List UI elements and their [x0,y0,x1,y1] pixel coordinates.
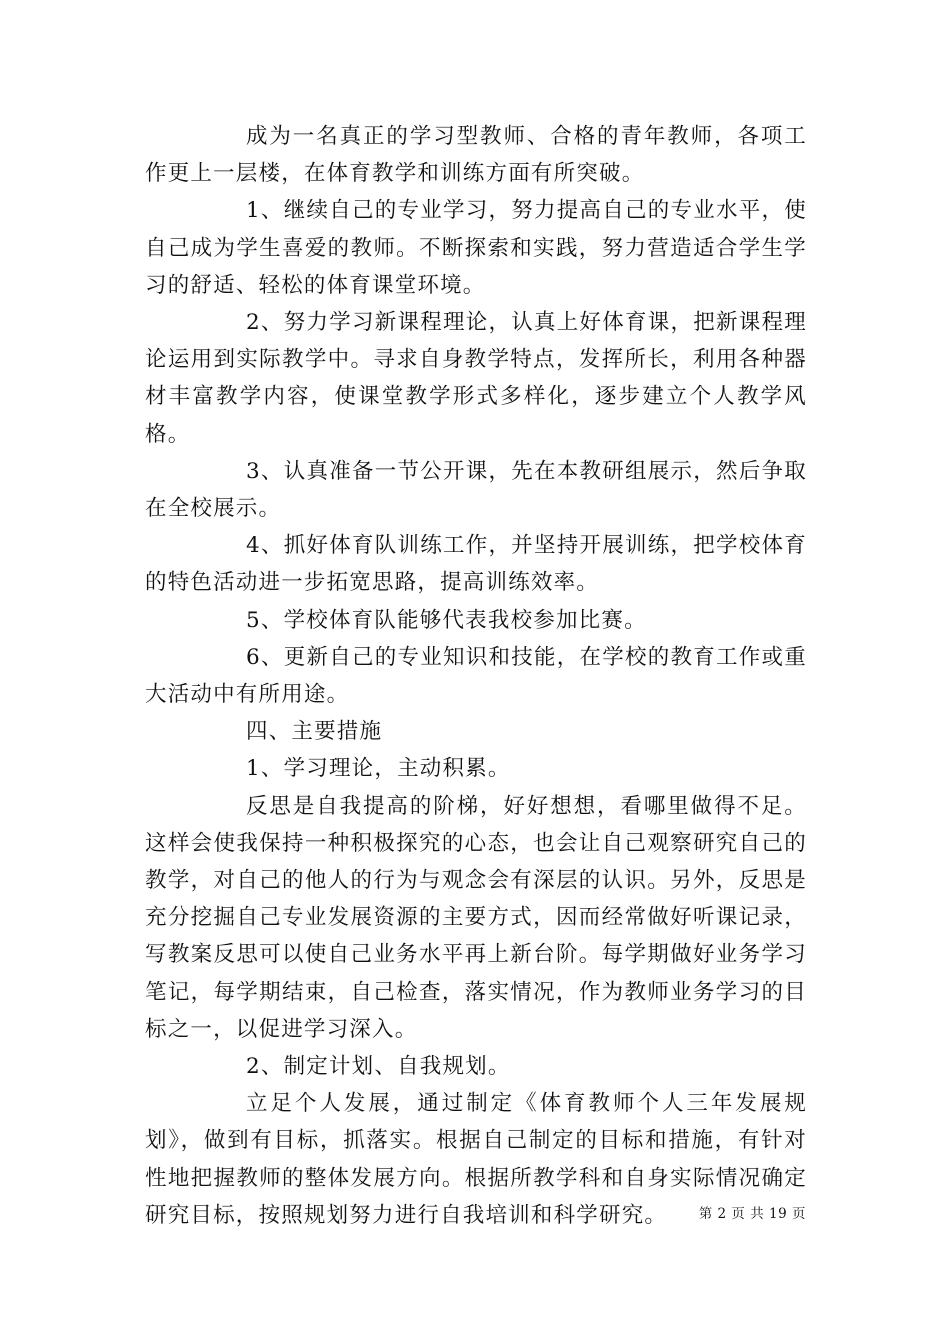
paragraph: 反思是自我提高的阶梯，好好想想，看哪里做得不足。这样会使我保持一种积极探究的心态，也会让自己观察研究自己的教学，对自己的他人的行为与观念会有深层的认识。另外，反思是充分挖掘自己专业发展资源的主要方式，因而经常做好听课记录，写教案反思可以使自己业务水平再上新台阶。每学期做好业务学习笔记，每学期结束，自己检查，落实情况，作为教师业务学习的目标之一，以促进学习深入。 [145,793,807,1042]
document-body [145,118,807,1234]
paragraph: 1、学习理论，主动积累。 [246,756,511,782]
paragraph: 2、努力学习新课程理论，认真上好体育课，把新课程理论运用到实际教学中。寻求自身教学特点，发挥所长，利用各种器材丰富教学内容，使课堂教学形式多样化，逐步建立个人教学风格。 [145,310,807,447]
paragraph: 5、学校体育队能够代表我校参加比赛。 [246,607,647,633]
paragraph: 4、抓好体育队训练工作，并坚持开展训练，把学校体育的特色活动进一步拓宽思路，提高训练效率。 [145,533,807,596]
paragraph: 成为一名真正的学习型教师、合格的青年教师，各项工作更上一层楼，在体育教学和训练方面有所突破。 [145,124,807,187]
paragraph: 2、制定计划、自我规划。 [246,1054,511,1080]
section-heading: 四、主要措施 [246,719,383,745]
page-number-footer: 第 2 页 共 19 页 [698,1206,806,1222]
paragraph: 6、更新自己的专业知识和技能，在学校的教育工作或重大活动中有所用途。 [145,644,807,708]
paragraph: 1、继续自己的专业学习，努力提高自己的专业水平，使自己成为学生喜爱的教师。不断探索和实践，努力营造适合学生学习的舒适、轻松的体育课堂环境。 [145,198,807,298]
paragraph: 3、认真准备一节公开课，先在本教研组展示，然后争取在全校展示。 [145,458,807,522]
paragraph: 立足个人发展，通过制定《体育教师个人三年发展规划》，做到有目标，抓落实。根据自己制定的目标和措施，有针对性地把握教师的整体发展方向。根据所教学科和自身实际情况确定研究目标，按照规划努力进行自我培训和科学研究。 [145,1091,807,1228]
